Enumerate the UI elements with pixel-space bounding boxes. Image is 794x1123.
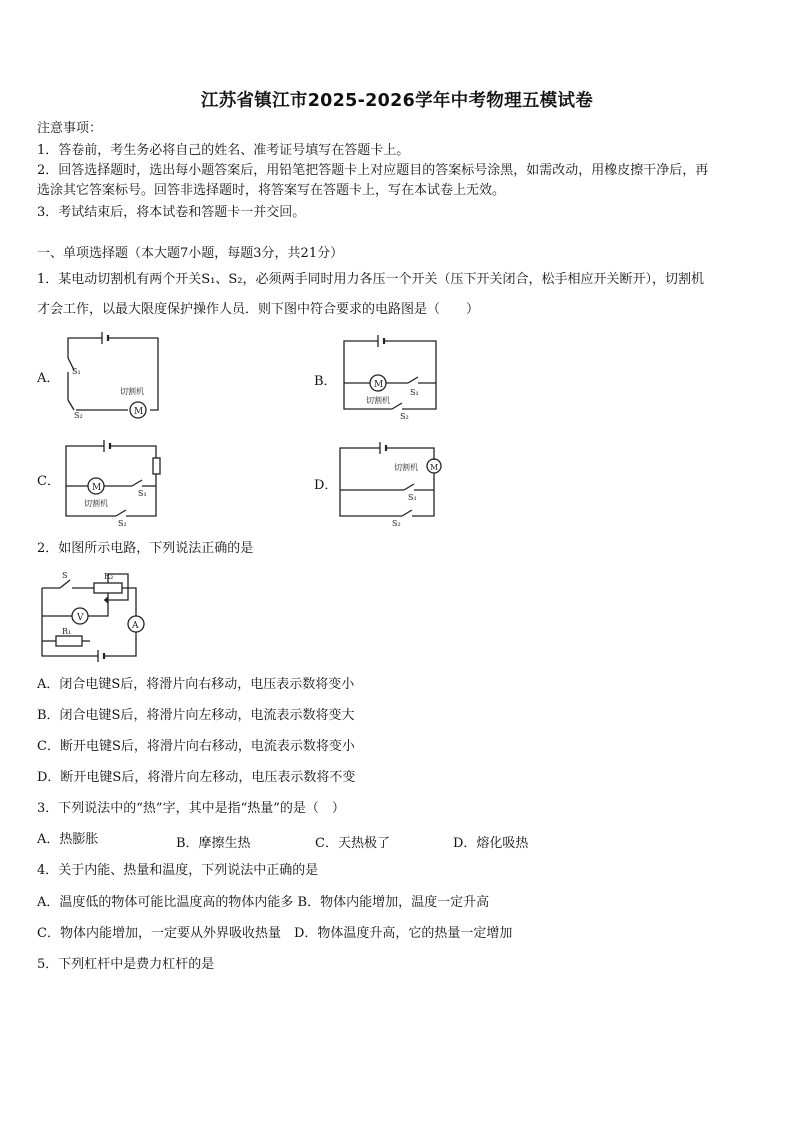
q4-stem: 4．关于内能、热量和温度，下列说法中正确的是 bbox=[37, 863, 319, 878]
notice-item-2-cont: 选涂其它答案标号。回答非选择题时，将答案写在答题卡上，写在本试卷上无效。 bbox=[37, 183, 506, 198]
q1-circuit-d bbox=[336, 438, 446, 530]
ammeter-label: A bbox=[132, 621, 139, 631]
switch-s2-label: S₂ bbox=[400, 412, 409, 421]
switch-s-label: S bbox=[62, 571, 68, 580]
switch-s2-label: S₂ bbox=[74, 411, 83, 420]
q3-stem: 3．下列说法中的“热”字，其中是指“热量”的是（ ） bbox=[37, 801, 345, 816]
motor-label: M bbox=[92, 483, 102, 493]
q2-option-c: C．断开电键S后，将滑片向右移动，电流表示数将变小 bbox=[37, 739, 355, 754]
notice-item-1: 1．答卷前，考生务必将自己的姓名、准考证号填写在答题卡上。 bbox=[37, 143, 410, 158]
notice-heading: 注意事项： bbox=[37, 121, 103, 136]
machine-label: 切割机 bbox=[84, 499, 108, 508]
switch-s1-label: S₁ bbox=[410, 388, 419, 397]
q3-option-d: D．熔化吸热 bbox=[453, 836, 529, 851]
switch-s1-label: S₁ bbox=[408, 493, 417, 502]
q1-circuit-c bbox=[58, 436, 168, 528]
q2-option-a: A．闭合电键S后，将滑片向右移动，电压表示数将变小 bbox=[37, 677, 355, 692]
machine-label: 切割机 bbox=[394, 463, 418, 472]
q1-option-a-label: A． bbox=[37, 371, 60, 386]
switch-s1-label: S₁ bbox=[72, 367, 81, 376]
section-heading: 一、单项选择题（本大题7小题，每题3分，共21分） bbox=[37, 246, 344, 261]
q4-options-row1: A．温度低的物体可能比温度高的物体内能多 B．物体内能增加，温度一定升高 bbox=[37, 895, 490, 910]
q2-option-d: D．断开电键S后，将滑片向左移动，电压表示数将不变 bbox=[37, 770, 356, 785]
q1-circuit-b bbox=[336, 333, 446, 425]
r1-label: R₁ bbox=[62, 627, 72, 636]
machine-label: 切割机 bbox=[120, 387, 144, 396]
q2-stem: 2．如图所示电路，下列说法正确的是 bbox=[37, 541, 254, 556]
switch-s2-label: S₂ bbox=[118, 519, 127, 528]
q1-option-b-label: B． bbox=[314, 374, 337, 389]
q1-option-c-label: C． bbox=[37, 474, 60, 489]
q3-option-c: C．天热极了 bbox=[315, 836, 390, 851]
page-title: 江苏省镇江市2025-2026学年中考物理五模试卷 bbox=[200, 91, 594, 111]
q2-circuit bbox=[36, 566, 152, 666]
q1-option-d-label: D． bbox=[314, 478, 338, 493]
motor-label: M bbox=[134, 407, 144, 417]
r2-label: R₂ bbox=[104, 572, 114, 581]
motor-label: M bbox=[374, 380, 384, 390]
motor-label: M bbox=[430, 463, 439, 472]
q3-option-a: A．热膨胀 bbox=[37, 832, 99, 847]
notice-item-2: 2．回答选择题时，选出每小题答案后，用铅笔把答题卡上对应题目的答案标号涂黑，如需改动，用橡皮擦干净后，再 bbox=[37, 163, 709, 178]
q2-option-b: B．闭合电键S后，将滑片向左移动，电流表示数将变大 bbox=[37, 708, 355, 723]
voltmeter-label: V bbox=[77, 613, 84, 623]
switch-s1-label: S₁ bbox=[138, 489, 147, 498]
q4-options-row2: C．物体内能增加，一定要从外界吸收热量 D．物体温度升高，它的热量一定增加 bbox=[37, 926, 513, 941]
notice-item-3: 3．考试结束后，将本试卷和答题卡一并交回。 bbox=[37, 205, 306, 220]
machine-label: 切割机 bbox=[366, 396, 390, 405]
q3-option-b: B．摩擦生热 bbox=[176, 836, 251, 851]
q1-circuit-a bbox=[58, 330, 168, 422]
switch-s2-label: S₂ bbox=[392, 519, 401, 528]
q1-stem-line2: 才会工作，以最大限度保护操作人员．则下图中符合要求的电路图是（ ） bbox=[37, 302, 480, 317]
q1-stem-line1: 1．某电动切割机有两个开关S₁、S₂，必须两手同时用力各压一个开关（压下开关闭合，松手相应开关断开），切割机 bbox=[37, 272, 705, 287]
q5-stem: 5．下列杠杆中是费力杠杆的是 bbox=[37, 957, 215, 972]
